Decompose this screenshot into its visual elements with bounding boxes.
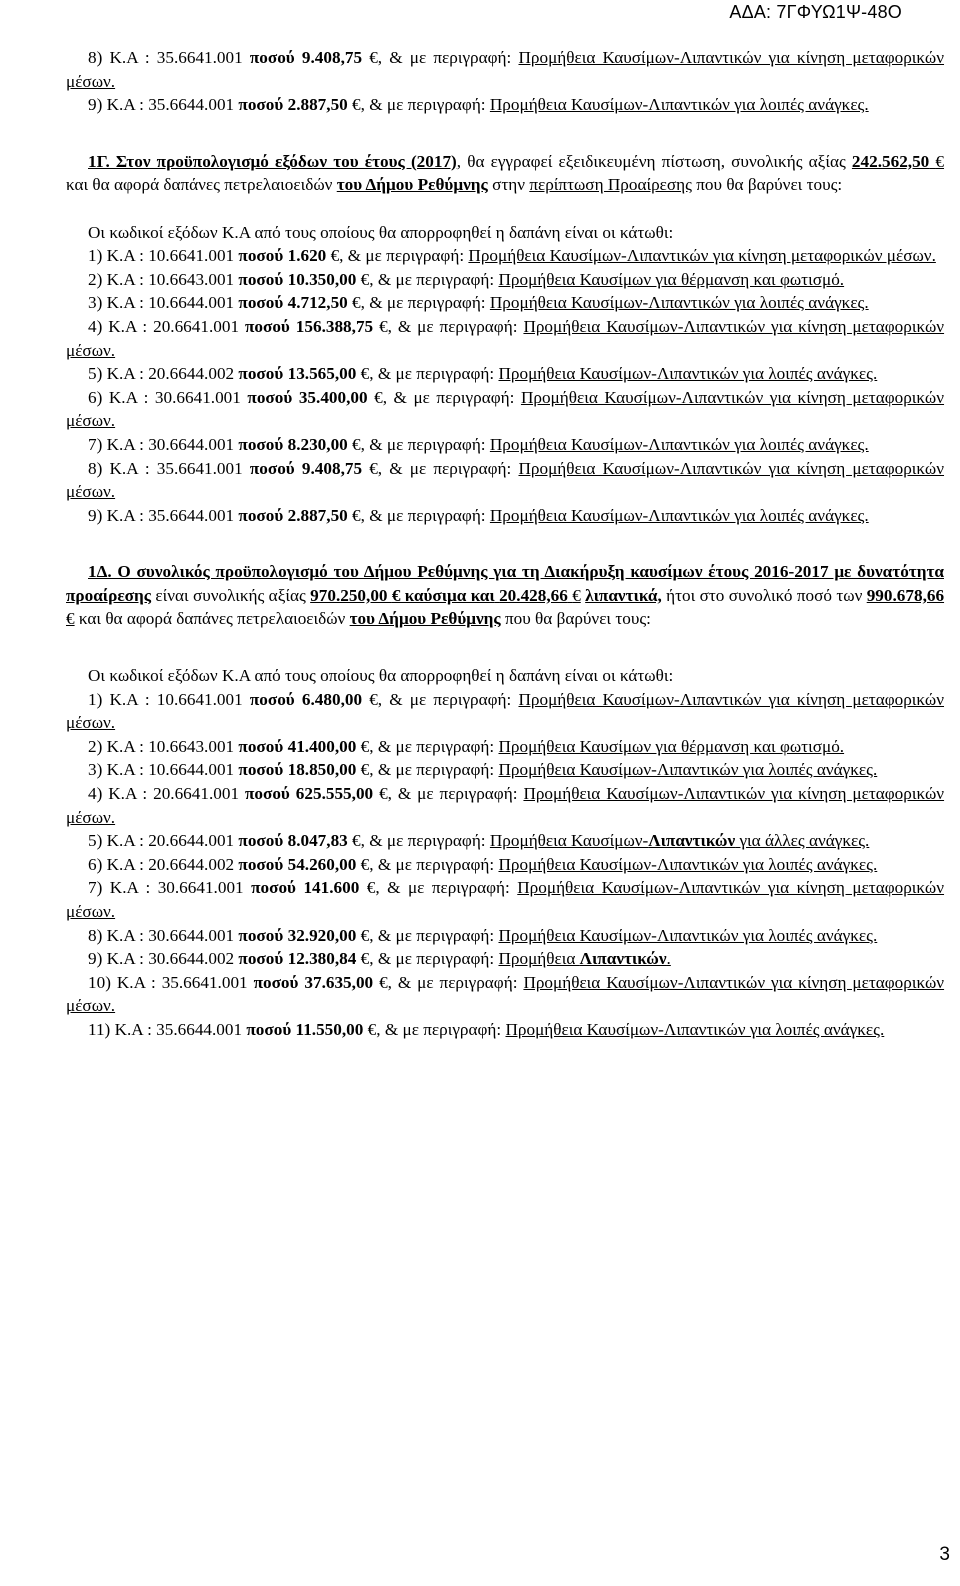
item-amount: 8.047,83 xyxy=(287,831,348,851)
item-amount: 37.635,00 xyxy=(304,972,374,992)
item-ka: Κ.Α xyxy=(106,293,135,313)
item-amount-word: ποσού xyxy=(238,293,284,313)
item-ka: Κ.Α xyxy=(106,434,135,454)
item-code: 20.6644.002 xyxy=(148,854,235,874)
item-number: 5) xyxy=(88,831,103,851)
item-ka: Κ.Α xyxy=(108,316,137,336)
item-description: Προμήθεια Καυσίμων-Λιπαντικών για κίνηση μεταφορικών μέσων. xyxy=(66,458,945,502)
ada-code: ΑΔΑ: 7ΓΦΥΩ1Ψ-48Ο xyxy=(729,2,902,22)
item-ka: Κ.Α xyxy=(106,246,135,266)
item-code: 35.6641.001 xyxy=(161,972,248,992)
item-amount-word: ποσού xyxy=(238,364,284,384)
item-amount: 11.550,00 xyxy=(295,1019,364,1039)
page-number: 3 xyxy=(939,1544,950,1565)
list-item: 7) Κ.Α : 30.6644.001 ποσού 8.230,00 €, & με περιγραφή: Προμήθεια Καυσίμων-Λιπαντικών για λοιπές ανάγκες. xyxy=(88,434,869,454)
section-1g-municipality: του Δήμου Ρεθύμνης xyxy=(336,175,488,195)
list-item: 2) Κ.Α : 10.6643.001 ποσού 41.400,00 €, & με περιγραφή: Προμήθεια Καυσίμων για θέρμανση και φωτισμό. xyxy=(88,736,845,756)
item-code: 30.6644.001 xyxy=(148,434,235,454)
list-item: 8) Κ.Α : 35.6641.001 ποσού 9.408,75 €, & με περιγραφή: Προμήθεια Καυσίμων-Λιπαντικών για κίνηση μεταφορικών μέσων. xyxy=(66,458,945,502)
item-number: 7) xyxy=(88,434,103,454)
item-amount: 13.565,00 xyxy=(287,364,357,384)
item-number: 6) xyxy=(88,854,103,874)
item-amount-word: ποσού xyxy=(238,949,284,969)
item-description: Προμήθεια Καυσίμων-Λιπαντικών για λοιπές ανάγκες. xyxy=(489,95,869,115)
item-amount-word: ποσού xyxy=(238,434,284,454)
item-desc-mid: , & με περιγραφή: xyxy=(369,269,495,289)
section-1d-label: 1Δ. Ο συνολικός προϋπολογισμό του Δήμου Ρεθύμνης για τη Διακήρυξη καυσίμων έτους 2016-2017 με δυνατότητα προαίρεσης xyxy=(66,562,944,605)
item-ka: Κ.Α xyxy=(109,689,138,709)
item-desc-mid: , & με περιγραφή: xyxy=(369,760,495,780)
item-description: Προμήθεια Καυσίμων-Λιπαντικών για κίνηση μεταφορικών μέσων. xyxy=(468,246,936,266)
item-code: 20.6641.001 xyxy=(153,316,240,336)
item-ka: Κ.Α xyxy=(114,1019,143,1039)
item-desc-pre: Προμήθεια xyxy=(498,949,580,969)
item-amount: 6.480,00 xyxy=(301,689,363,709)
item-amount-word: ποσού xyxy=(238,269,284,289)
item-number: 7) xyxy=(88,878,103,898)
section-1d-text1: είναι συνολικής αξίας xyxy=(155,585,306,605)
list-item: 2) Κ.Α : 10.6643.001 ποσού 10.350,00 €, & με περιγραφή: Προμήθεια Καυσίμων για θέρμανση και φωτισμό. xyxy=(88,269,845,289)
item-desc-mid: , & με περιγραφή: xyxy=(360,95,486,115)
list-item: 1) Κ.Α : 10.6641.001 ποσού 6.480,00 €, & με περιγραφή: Προμήθεια Καυσίμων-Λιπαντικών για κίνηση μεταφορικών μέσων. xyxy=(66,689,945,733)
section-1d-fuel: 970.250,00 € καύσιμα και 20.428,66 € xyxy=(310,585,581,605)
item-desc-mid: , & με περιγραφή: xyxy=(360,831,486,851)
item-ka: Κ.Α xyxy=(106,505,135,525)
item-code: 30.6641.001 xyxy=(157,878,244,898)
list-item: 7) Κ.Α : 30.6641.001 ποσού 141.600 €, & με περιγραφή: Προμήθεια Καυσίμων-Λιπαντικών για κίνηση μεταφορικών μέσων. xyxy=(66,878,945,921)
list-item: 4) Κ.Α : 20.6641.001 ποσού 156.388,75 €, & με περιγραφή: Προμήθεια Καυσίμων-Λιπαντικών για κίνηση μεταφορικών μέσων. xyxy=(66,316,945,360)
item-amount: 35.400,00 xyxy=(298,387,368,407)
item-number: 2) xyxy=(88,736,103,756)
item-amount: 2.887,50 xyxy=(287,95,348,115)
item-ka: Κ.Α xyxy=(106,269,135,289)
section-1g-text4: που θα βαρύνει τους: xyxy=(696,175,843,195)
item-euro: € xyxy=(374,387,383,407)
item-description: Προμήθεια Καυσίμων-Λιπαντικών για λοιπές ανάγκες. xyxy=(489,505,869,525)
item-euro: € xyxy=(379,316,388,336)
item-desc-mid: , & με περιγραφή: xyxy=(387,784,518,804)
item-amount-word: ποσού xyxy=(244,784,290,804)
item-desc-mid: , & με περιγραφή: xyxy=(387,316,518,336)
item-number: 11) xyxy=(88,1019,111,1039)
item-desc-mid: , & με περιγραφή: xyxy=(369,854,495,874)
item-description: Προμήθεια Καυσίμων-Λιπαντικών για λοιπές ανάγκες. xyxy=(498,925,878,945)
item-euro: € xyxy=(360,760,370,780)
section-1g-text3: στην xyxy=(492,175,526,195)
item-amount-word: ποσού xyxy=(249,48,295,67)
item-code: 20.6644.002 xyxy=(148,364,235,384)
item-amount: 4.712,50 xyxy=(287,293,348,313)
item-ka: Κ.Α xyxy=(106,831,135,851)
item-amount-word: ποσού xyxy=(244,316,290,336)
item-desc-mid: , & με περιγραφή: xyxy=(360,434,486,454)
item-code: 30.6641.001 xyxy=(154,387,241,407)
list-item: 6) Κ.Α : 30.6641.001 ποσού 35.400,00 €, & με περιγραφή: Προμήθεια Καυσίμων-Λιπαντικών για κίνηση μεταφορικών μέσων. xyxy=(66,387,945,431)
item-number: 3) xyxy=(88,293,103,313)
item-desc-pre: Προμήθεια Καυσίμων- xyxy=(489,831,649,851)
item-number: 4) xyxy=(88,316,103,336)
item-description: Προμήθεια Καυσίμων-Λιπαντικών για κίνηση μεταφορικών μέσων. xyxy=(66,784,945,827)
item-euro: € xyxy=(366,878,376,898)
item-euro: € xyxy=(330,246,340,266)
item-desc-mid: , & με περιγραφή: xyxy=(375,878,510,898)
item-code: 10.6643.001 xyxy=(148,269,235,289)
item-euro: € xyxy=(369,458,378,478)
item-amount: 625.555,00 xyxy=(295,784,374,804)
item-amount-word: ποσού xyxy=(238,831,284,851)
item-euro: € xyxy=(379,784,388,804)
list-item: 8) Κ.Α : 30.6644.001 ποσού 32.920,00 €, & με περιγραφή: Προμήθεια Καυσίμων-Λιπαντικών για λοιπές ανάγκες. xyxy=(88,925,878,945)
item-ka: Κ.Α xyxy=(109,458,138,478)
item-amount: 9.408,75 xyxy=(301,458,363,478)
item-amount: 12.380,84 xyxy=(287,949,357,969)
item-euro: € xyxy=(360,736,370,756)
list-item: 10) Κ.Α : 35.6641.001 ποσού 37.635,00 €, & με περιγραφή: Προμήθεια Καυσίμων-Λιπαντικών για κίνηση μεταφορικών μέσων. xyxy=(66,972,945,1016)
item-ka: Κ.Α xyxy=(116,972,146,992)
item-desc-mid: , & με περιγραφή: xyxy=(339,246,465,266)
item-amount: 141.600 xyxy=(303,878,360,898)
item-amount: 10.350,00 xyxy=(287,269,357,289)
item-euro: € xyxy=(352,95,361,115)
section-1g-intro: Οι κωδικοί εξόδων Κ.Α από τους οποίους θα απορροφηθεί η δαπάνη είναι οι κάτωθι: xyxy=(88,222,674,242)
item-description: Προμήθεια Καυσίμων-Λιπαντικών για λοιπές ανάγκες. xyxy=(505,1019,885,1039)
item-desc-mid: , & με περιγραφή: xyxy=(369,949,495,969)
item-desc-post: για άλλες ανάγκες. xyxy=(735,831,870,851)
item-ka: Κ.Α xyxy=(106,854,135,874)
item-amount-word: ποσού xyxy=(238,505,284,525)
item-description: Προμήθεια Καυσίμων-Λιπαντικών για κίνηση μεταφορικών μέσων. xyxy=(66,972,945,1016)
item-euro: € xyxy=(369,689,378,709)
item-ka: Κ.Α xyxy=(106,736,135,756)
list-item: 3) Κ.Α : 10.6644.001 ποσού 4.712,50 €, & με περιγραφή: Προμήθεια Καυσίμων-Λιπαντικών για λοιπές ανάγκες. xyxy=(88,293,869,313)
list-item: 5) Κ.Α : 20.6644.001 ποσού 8.047,83 €, & με περιγραφή: Προμήθεια Καυσίμων-Λιπαντικών για άλλες ανάγκες. xyxy=(88,831,870,851)
item-euro: € xyxy=(352,505,361,525)
item-amount-word: ποσού xyxy=(238,925,284,945)
item-code: 35.6641.001 xyxy=(156,458,243,478)
list-item: 5) Κ.Α : 20.6644.002 ποσού 13.565,00 €, & με περιγραφή: Προμήθεια Καυσίμων-Λιπαντικών για λοιπές ανάγκες. xyxy=(88,364,878,384)
item-amount: 2.887,50 xyxy=(287,505,348,525)
item-code: 20.6644.001 xyxy=(148,831,235,851)
item-desc-mid: , & με περιγραφή: xyxy=(377,48,512,67)
section-1d-text4: που θα βαρύνει τους: xyxy=(504,609,651,629)
item-code: 10.6641.001 xyxy=(148,246,235,266)
item-description: Προμήθεια Καυσίμων-Λιπαντικών για λοιπές ανάγκες. xyxy=(498,854,878,874)
item-amount-word: ποσού xyxy=(246,1019,292,1039)
item-amount-word: ποσού xyxy=(247,387,293,407)
item-desc-mid: , & με περιγραφή: xyxy=(387,972,518,992)
item-code: 35.6641.001 xyxy=(156,48,243,67)
list-item: 9) Κ.Α : 30.6644.002 ποσού 12.380,84 €, & με περιγραφή: Προμήθεια Λιπαντικών. xyxy=(88,949,671,969)
item-amount: 54.260,00 xyxy=(287,854,357,874)
item-amount-word: ποσού xyxy=(249,458,295,478)
item-description: Προμήθεια Καυσίμων-Λιπαντικών για κίνηση μεταφορικών μέσων. xyxy=(66,387,945,431)
top-items-list xyxy=(66,46,944,117)
item-desc-bold: Λιπαντικών xyxy=(579,949,667,969)
item-euro: € xyxy=(360,364,370,384)
item-desc-mid: , & με περιγραφή: xyxy=(369,364,495,384)
item-amount-word: ποσού xyxy=(238,760,284,780)
item-desc-mid: , & με περιγραφή: xyxy=(360,505,486,525)
item-amount-word: ποσού xyxy=(238,246,284,266)
document-body xyxy=(66,46,944,1042)
item-desc-bold: Λιπαντικών xyxy=(648,831,736,851)
item-euro: € xyxy=(360,949,370,969)
item-description: Προμήθεια Καυσίμων-Λιπαντικών για λοιπές ανάγκες. xyxy=(489,293,869,313)
list-item: 8) Κ.Α : 35.6641.001 ποσού 9.408,75 €, & με περιγραφή: Προμήθεια Καυσίμων-Λιπαντικών για κίνηση μεταφορικών μέσων. xyxy=(66,48,945,91)
item-euro: € xyxy=(352,293,361,313)
section-1g-text2: και θα αφορά δαπάνες πετρελαιοειδών xyxy=(66,175,333,195)
section-1d-text3: και θα αφορά δαπάνες πετρελαιοειδών xyxy=(78,609,346,629)
item-description: Προμήθεια Καυσίμων-Λιπαντικών για κίνηση μεταφορικών μέσων. xyxy=(66,316,945,360)
item-number: 6) xyxy=(88,387,103,407)
item-ka: Κ.Α xyxy=(106,760,135,780)
item-code: 35.6644.001 xyxy=(148,505,235,525)
item-amount: 8.230,00 xyxy=(287,434,348,454)
section-1d-lub-label: λιπαντικά, xyxy=(585,585,662,605)
list-item: 11) Κ.Α : 35.6644.001 ποσού 11.550,00 €, & με περιγραφή: Προμήθεια Καυσίμων-Λιπαντικών για λοιπές ανάγκες. xyxy=(88,1019,885,1039)
list-item: 1) Κ.Α : 10.6641.001 ποσού 1.620 €, & με περιγραφή: Προμήθεια Καυσίμων-Λιπαντικών για κίνηση μεταφορικών μέσων. xyxy=(88,246,936,266)
item-desc-mid: , & με περιγραφή: xyxy=(382,387,515,407)
item-code: 10.6644.001 xyxy=(148,293,235,313)
item-desc-mid: , & με περιγραφή: xyxy=(369,736,495,756)
item-amount-word: ποσού xyxy=(253,972,299,992)
section-1g-text1: , θα εγγραφεί εξειδικευμένη πίστωση, συνολικής αξίας xyxy=(456,151,846,171)
item-ka: Κ.Α xyxy=(106,925,135,945)
item-ka: Κ.Α xyxy=(106,364,135,384)
section-1d-municipality: του Δήμου Ρεθύμνης xyxy=(349,609,501,629)
item-euro: € xyxy=(360,925,370,945)
item-description: Προμήθεια Καυσίμων-Λιπαντικών για κίνηση μεταφορικών μέσων. xyxy=(66,878,945,921)
section-1d-intro: Οι κωδικοί εξόδων Κ.Α από τους οποίους θα απορροφηθεί η δαπάνη είναι οι κάτωθι: xyxy=(88,666,674,686)
item-ka: Κ.Α xyxy=(109,48,138,67)
item-number: 1) xyxy=(88,689,103,709)
section-1d-grand-total: 990.678,66 € xyxy=(66,585,945,629)
item-desc-post: . xyxy=(666,949,671,969)
item-description: Προμήθεια Καυσίμων-Λιπαντικών για λοιπές ανάγκες. xyxy=(498,364,878,384)
item-number: 3) xyxy=(88,760,103,780)
list-item: 4) Κ.Α : 20.6641.001 ποσού 625.555,00 €, & με περιγραφή: Προμήθεια Καυσίμων-Λιπαντικών για κίνηση μεταφορικών μέσων. xyxy=(66,784,945,827)
item-code: 10.6641.001 xyxy=(156,689,243,709)
item-desc-mid: , & με περιγραφή: xyxy=(377,458,512,478)
section-1g-items-list xyxy=(66,244,944,527)
section-1d-items-list xyxy=(66,688,944,1042)
item-description: Προμήθεια Καυσίμων-Λιπαντικών για λοιπές ανάγκες. xyxy=(498,760,878,780)
item-code: 30.6644.002 xyxy=(148,949,235,969)
item-euro: € xyxy=(367,1019,377,1039)
section-1g-paragraph xyxy=(66,150,944,197)
item-desc-mid: , & με περιγραφή: xyxy=(369,925,495,945)
item-number: 10) xyxy=(88,972,111,992)
section-1g-label: 1Γ. Στον προϋπολογισμό εξόδων του έτους (2017) xyxy=(88,151,457,171)
item-desc-mid: , & με περιγραφή: xyxy=(376,1019,502,1039)
item-ka: Κ.Α xyxy=(108,784,137,804)
item-number: 1) xyxy=(88,246,103,266)
item-number: 8) xyxy=(88,458,103,478)
item-euro: € xyxy=(369,48,378,67)
item-euro: € xyxy=(360,269,370,289)
item-ka: Κ.Α xyxy=(106,95,135,115)
section-1g-total: 242.562,50 € xyxy=(851,151,945,171)
item-euro: € xyxy=(352,831,361,851)
section-1d-text2: ήτοι στο συνολικό ποσό των xyxy=(666,585,863,605)
item-code: 20.6641.001 xyxy=(153,784,240,804)
item-number: 4) xyxy=(88,784,103,804)
item-amount: 41.400,00 xyxy=(287,736,357,756)
list-item: 9) Κ.Α : 35.6644.001 ποσού 2.887,50 €, & με περιγραφή: Προμήθεια Καυσίμων-Λιπαντικών για λοιπές ανάγκες. xyxy=(88,95,869,115)
item-number: 9) xyxy=(88,949,103,969)
item-code: 35.6644.001 xyxy=(148,95,235,115)
item-amount: 156.388,75 xyxy=(295,316,374,336)
item-amount: 1.620 xyxy=(287,246,327,266)
item-number: 5) xyxy=(88,364,103,384)
item-description: Προμήθεια Καυσίμων-Λιπαντικών για λοιπές ανάγκες. xyxy=(489,434,869,454)
item-desc-mid: , & με περιγραφή: xyxy=(360,293,486,313)
item-amount: 32.920,00 xyxy=(287,925,357,945)
item-number: 2) xyxy=(88,269,103,289)
item-amount-word: ποσού xyxy=(238,854,284,874)
item-number: 8) xyxy=(88,925,103,945)
item-number: 9) xyxy=(88,95,103,115)
list-item: 9) Κ.Α : 35.6644.001 ποσού 2.887,50 €, & με περιγραφή: Προμήθεια Καυσίμων-Λιπαντικών για λοιπές ανάγκες. xyxy=(88,505,869,525)
item-code: 10.6643.001 xyxy=(148,736,235,756)
item-desc-mid: , & με περιγραφή: xyxy=(377,689,512,709)
item-description xyxy=(498,949,670,968)
item-code: 35.6644.001 xyxy=(156,1019,243,1039)
item-code: 30.6644.001 xyxy=(148,925,235,945)
item-amount-word: ποσού xyxy=(238,95,284,115)
item-amount: 18.850,00 xyxy=(287,760,357,780)
section-1g-option: περίπτωση Προαίρεσης xyxy=(529,175,692,195)
item-description: Προμήθεια Καυσίμων για θέρμανση και φωτισμό. xyxy=(498,736,845,756)
item-amount-word: ποσού xyxy=(238,736,284,756)
list-item: 3) Κ.Α : 10.6644.001 ποσού 18.850,00 €, & με περιγραφή: Προμήθεια Καυσίμων-Λιπαντικών για λοιπές ανάγκες. xyxy=(88,760,878,780)
item-description: Προμήθεια Καυσίμων-Λιπαντικών για κίνηση μεταφορικών μέσων. xyxy=(66,689,945,733)
item-description xyxy=(490,831,869,850)
item-ka: Κ.Α xyxy=(108,387,138,407)
item-description: Προμήθεια Καυσίμων-Λιπαντικών για κίνηση μεταφορικών μέσων. xyxy=(66,48,945,91)
item-euro: € xyxy=(360,854,370,874)
item-number: 9) xyxy=(88,505,103,525)
item-amount: 9.408,75 xyxy=(301,48,363,67)
item-amount-word: ποσού xyxy=(251,878,296,898)
item-number: 8) xyxy=(88,48,103,67)
item-amount-word: ποσού xyxy=(249,689,295,709)
item-ka: Κ.Α xyxy=(109,878,138,898)
item-euro: € xyxy=(379,972,388,992)
item-euro: € xyxy=(352,434,361,454)
item-description: Προμήθεια Καυσίμων για θέρμανση και φωτισμό. xyxy=(498,269,845,289)
item-code: 10.6644.001 xyxy=(148,760,235,780)
section-1d-paragraph xyxy=(66,560,944,631)
item-ka: Κ.Α xyxy=(106,949,135,969)
list-item: 6) Κ.Α : 20.6644.002 ποσού 54.260,00 €, & με περιγραφή: Προμήθεια Καυσίμων-Λιπαντικών για λοιπές ανάγκες. xyxy=(88,854,878,874)
